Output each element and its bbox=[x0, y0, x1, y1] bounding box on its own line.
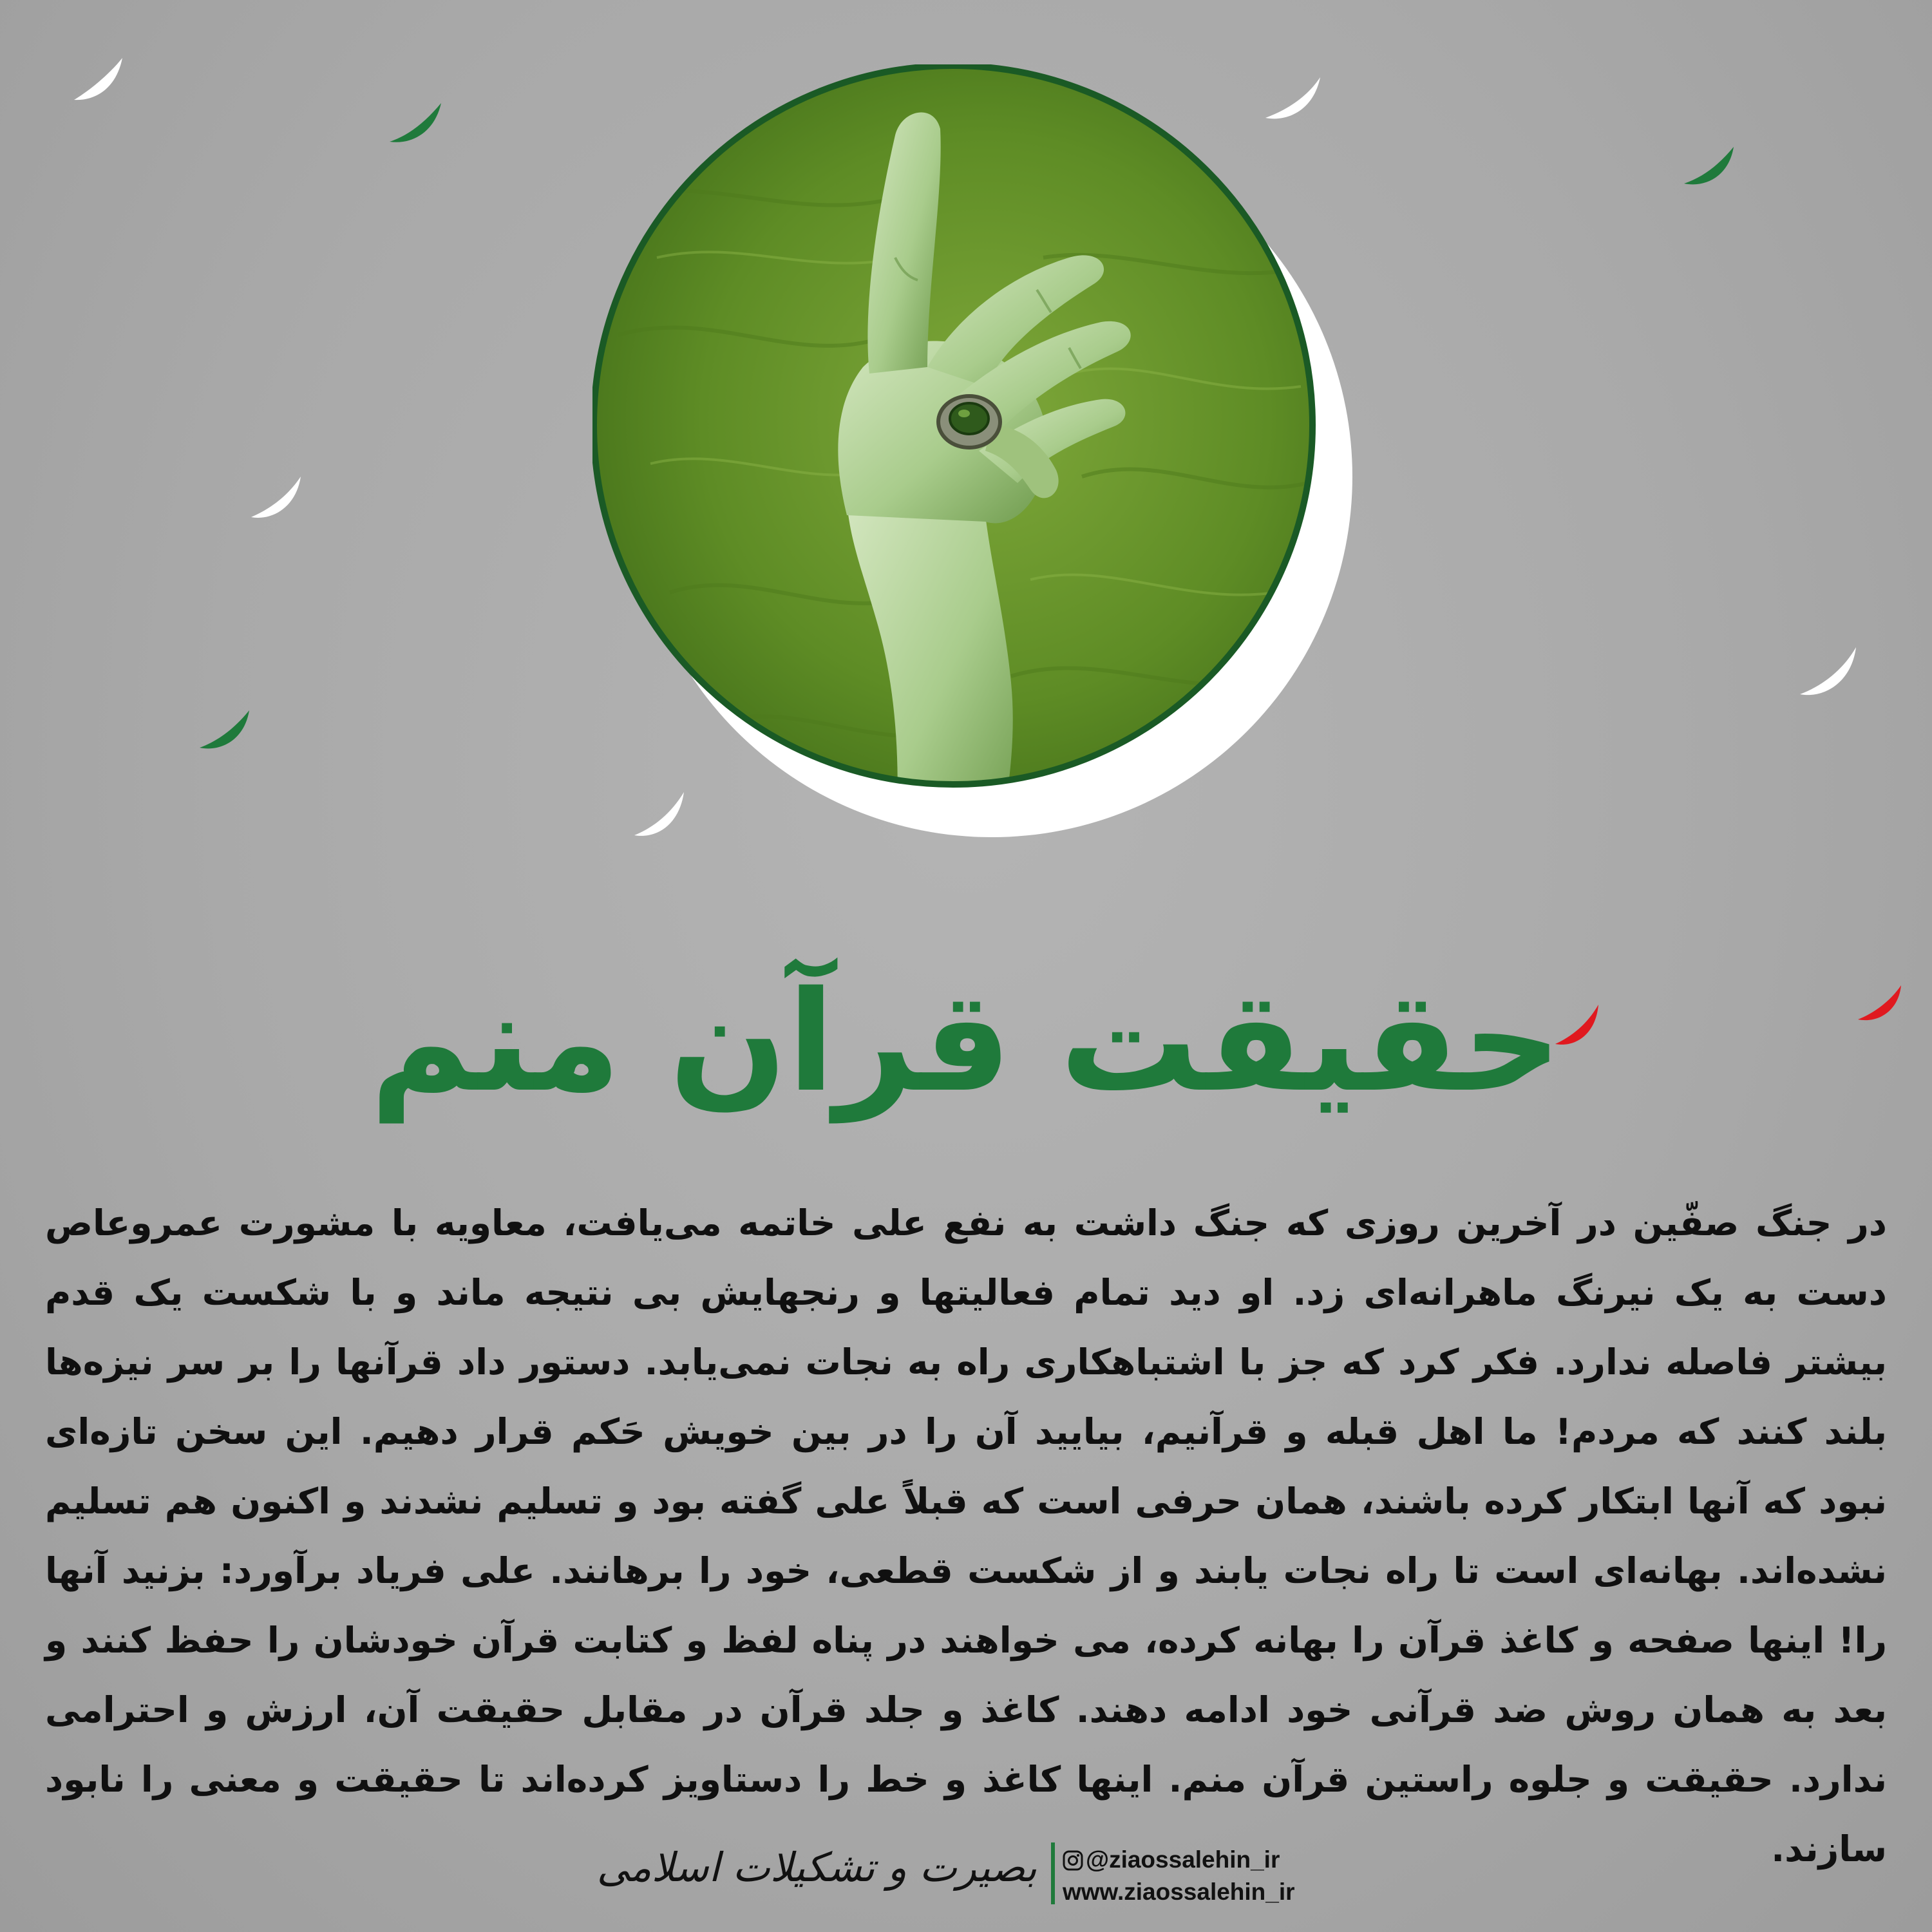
petal-white-1 bbox=[71, 55, 129, 106]
website-link[interactable]: www.ziaossalehin_ir bbox=[1063, 1879, 1295, 1905]
page-title: حقیقت قرآن منم bbox=[370, 961, 1562, 1122]
raised-hand-icon bbox=[592, 64, 1378, 850]
petal-white-4 bbox=[1797, 644, 1861, 702]
petal-green-2 bbox=[1681, 142, 1739, 193]
footer-divider bbox=[1051, 1842, 1055, 1904]
hero-image bbox=[592, 64, 1378, 850]
petal-green-3 bbox=[196, 705, 254, 757]
petal-green-1 bbox=[386, 97, 444, 148]
footer bbox=[596, 1839, 1314, 1909]
brand-signature: بصیرت و تشکیلات اسلامی bbox=[596, 1844, 1037, 1891]
contact-block bbox=[1063, 1844, 1295, 1908]
body-paragraph: در جنگ صفّین در آخرین روزی که جنگ داشت به نفع علی خاتمه می‌یافت، معاویه با مشورت عمروعاص دست به یک نیرنگ ماهرانه‌ای زد. او دید تمام فعالیتها و رنجهایش بی نتیجه ماند و با شکست یک قدم بیشتر فاصله ندارد. فکر کرد که جز با اشتباهکاری راه به نجات نمی‌یابد. دستور داد قرآنها را بر سر نیزه‌ها بلند کنند که مردم! ما اهل قبله و قرآنیم، بیایید آن را در بین خویش حَکم قرار دهیم. این سخن تازه‌ای نبود که آنها ابتکار کرده باشند، همان حرفی است که قبلاً علی گفته بود و تسلیم نشدند و اکنون هم تسلیم نشده‌اند. بهانه‌ای است تا راه نجات یابند و از شکست قطعی، خود را برهانند. علی فریاد برآورد: بزنید آنها را! اینها صفحه و کاغذ قرآن را بهانه کرده، می خواهند در پناه لفظ و کتابت قرآن خودشان را حفظ کنند و بعد به همان روش ضد قرآنی خود ادامه دهند. کاغذ و جلد قرآن در مقابل حقیقت آن، ارزش و احترامی ندارد. حقیقت و جلوه راستین قرآن منم. اینها کاغذ و خط را دستاویز کرده‌اند تا حقیقت و معنی را نابود سازند. bbox=[45, 1202, 1887, 1870]
instagram-handle: @ziaossalehin_ir bbox=[1086, 1846, 1280, 1873]
instagram-icon bbox=[1063, 1850, 1083, 1871]
instagram-handle-row[interactable] bbox=[1063, 1844, 1295, 1876]
petal-white-3 bbox=[248, 473, 306, 525]
